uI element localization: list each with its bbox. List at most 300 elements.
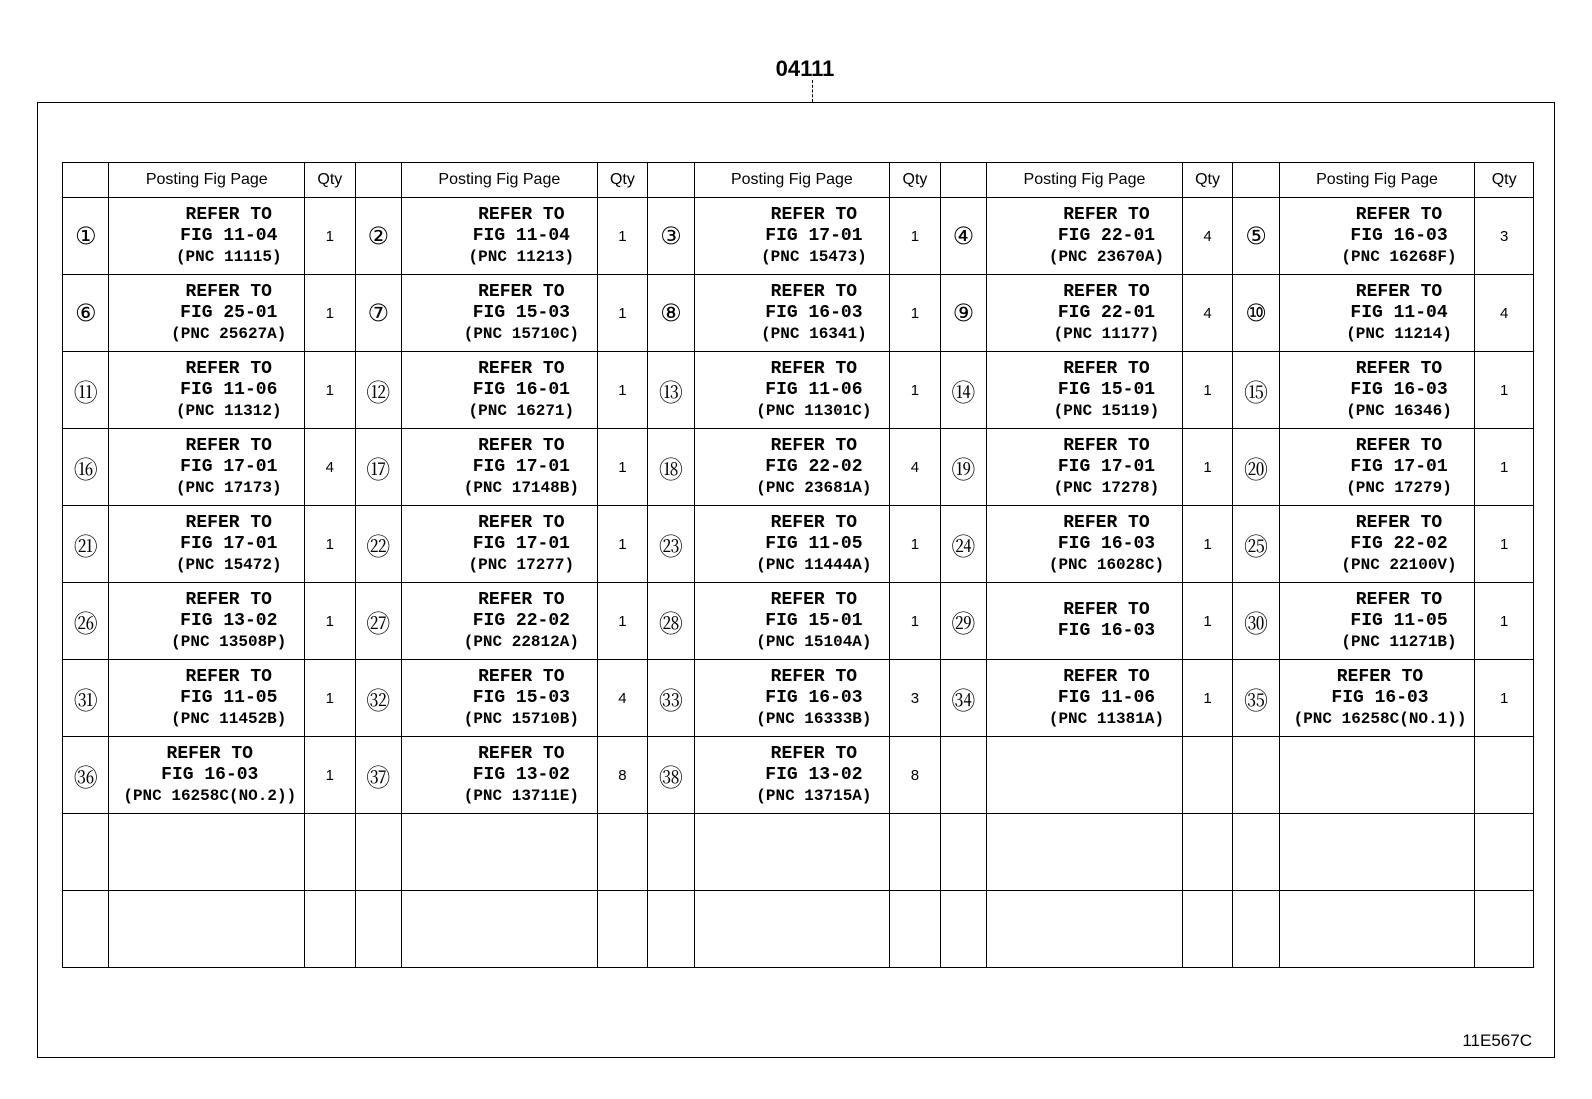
qty-cell	[1182, 891, 1232, 968]
leader-line	[812, 80, 813, 102]
item-number	[1233, 814, 1279, 891]
pnc-code: (PNC 17278)	[1053, 478, 1160, 497]
header-number-cell	[648, 163, 694, 198]
header-posting: Posting Fig Page	[109, 163, 305, 198]
item-number: ⑭	[940, 352, 986, 429]
header-qty: Qty	[1182, 163, 1232, 198]
qty-cell	[597, 814, 647, 891]
item-number: ⑦	[355, 275, 401, 352]
fig-reference: FIG 16-03	[1350, 379, 1448, 400]
reference-cell	[401, 506, 597, 583]
qty-cell: 8	[890, 737, 940, 814]
refer-label: REFER TO	[478, 743, 565, 764]
pnc-code: (PNC 22812A)	[463, 632, 579, 651]
item-number: ⑲	[940, 429, 986, 506]
pnc-code: (PNC 11301C)	[756, 401, 872, 420]
fig-reference: FIG 16-03	[765, 687, 863, 708]
pnc-code: (PNC 23670A)	[1048, 247, 1165, 266]
item-number	[940, 891, 986, 968]
qty-cell: 1	[1475, 506, 1534, 583]
reference-cell	[987, 506, 1183, 583]
pnc-code: (PNC 16333B)	[756, 709, 872, 728]
fig-reference: FIG 22-01	[1057, 225, 1156, 246]
item-number: ④	[940, 198, 986, 275]
table-row	[63, 814, 1534, 891]
header-posting: Posting Fig Page	[401, 163, 597, 198]
reference-cell	[694, 506, 890, 583]
reference-cell	[109, 275, 305, 352]
refer-label: REFER TO	[1355, 281, 1443, 302]
part-code-label: 04111	[775, 56, 835, 81]
reference-cell	[694, 429, 890, 506]
reference-text	[132, 436, 282, 499]
refer-label: REFER TO	[770, 204, 858, 225]
reference-text	[420, 667, 579, 730]
reference-table	[62, 162, 1534, 968]
header-posting: Posting Fig Page	[1279, 163, 1475, 198]
fig-reference: FIG 16-01	[472, 379, 570, 400]
item-number: ③	[648, 198, 694, 275]
item-number: ㊳	[648, 737, 694, 814]
pnc-code: (PNC 16258C(NO.2))	[123, 786, 297, 805]
reference-cell	[401, 198, 597, 275]
item-number: ㉟	[1233, 660, 1279, 737]
qty-cell: 1	[597, 198, 647, 275]
table-row	[63, 891, 1534, 968]
qty-cell: 1	[305, 737, 355, 814]
table-row	[63, 660, 1534, 737]
qty-cell: 4	[305, 429, 355, 506]
fig-reference: FIG 17-01	[180, 456, 278, 477]
reference-text	[420, 590, 579, 653]
reference-cell	[1279, 737, 1475, 814]
qty-cell	[1182, 737, 1232, 814]
reference-text	[425, 513, 575, 576]
pnc-code: (PNC 11213)	[468, 247, 575, 266]
qty-cell	[1475, 891, 1534, 968]
reference-text	[132, 513, 282, 576]
refer-label: REFER TO	[185, 204, 272, 225]
reference-text	[1297, 590, 1456, 653]
pnc-code: (PNC 15710C)	[463, 324, 579, 343]
refer-label: REFER TO	[1336, 666, 1424, 687]
header-qty: Qty	[597, 163, 647, 198]
item-number	[648, 814, 694, 891]
fig-reference: FIG 11-06	[1057, 687, 1156, 708]
pnc-code: (PNC 17277)	[468, 555, 575, 574]
pnc-code: (PNC 11177)	[1053, 324, 1160, 343]
qty-cell: 1	[597, 275, 647, 352]
reference-cell	[109, 506, 305, 583]
reference-cell	[694, 583, 890, 660]
item-number	[1233, 737, 1279, 814]
item-number: ㉘	[648, 583, 694, 660]
item-number: ②	[355, 198, 401, 275]
fig-reference: FIG 15-01	[765, 610, 863, 631]
item-number: ㉝	[648, 660, 694, 737]
fig-reference: FIG 13-02	[765, 764, 863, 785]
qty-cell: 1	[597, 506, 647, 583]
reference-text	[127, 590, 286, 653]
item-number	[355, 814, 401, 891]
refer-label: REFER TO	[478, 435, 565, 456]
item-number: ㉜	[355, 660, 401, 737]
reference-text	[1010, 359, 1160, 422]
reference-cell	[694, 352, 890, 429]
fig-reference: FIG 11-06	[765, 379, 863, 400]
refer-label: REFER TO	[770, 281, 858, 302]
qty-cell	[1475, 737, 1534, 814]
qty-cell: 1	[890, 352, 940, 429]
reference-cell	[694, 275, 890, 352]
refer-label: REFER TO	[185, 435, 272, 456]
qty-cell: 1	[1182, 583, 1232, 660]
refer-label: REFER TO	[185, 589, 272, 610]
item-number: ⑤	[1233, 198, 1279, 275]
fig-reference: FIG 17-01	[1057, 456, 1156, 477]
qty-cell: 1	[305, 583, 355, 660]
reference-text	[1297, 513, 1456, 576]
table-row	[63, 583, 1534, 660]
refer-label: REFER TO	[185, 512, 272, 533]
pnc-code: (PNC 15472)	[175, 555, 282, 574]
figure-code: 11E567C	[1462, 1031, 1532, 1050]
qty-cell: 1	[305, 660, 355, 737]
qty-cell: 1	[597, 429, 647, 506]
refer-label: REFER TO	[770, 358, 858, 379]
item-number: ㉔	[940, 506, 986, 583]
qty-cell: 3	[890, 660, 940, 737]
qty-cell: 1	[305, 506, 355, 583]
qty-cell: 1	[305, 198, 355, 275]
refer-label: REFER TO	[185, 358, 272, 379]
fig-reference: FIG 17-01	[472, 456, 570, 477]
qty-cell: 1	[890, 506, 940, 583]
fig-reference: FIG 17-01	[1350, 456, 1448, 477]
refer-label: REFER TO	[1063, 435, 1150, 456]
refer-label: REFER TO	[1063, 358, 1150, 379]
reference-text	[117, 744, 296, 807]
reference-text	[420, 282, 579, 345]
pnc-code: (PNC 23681A)	[756, 478, 872, 497]
refer-label: REFER TO	[770, 666, 858, 687]
fig-reference: FIG 15-01	[1057, 379, 1156, 400]
reference-text	[712, 359, 871, 422]
qty-cell: 8	[597, 737, 647, 814]
header-number-cell	[940, 163, 986, 198]
fig-reference: FIG 22-02	[472, 610, 570, 631]
item-number	[355, 891, 401, 968]
reference-cell	[401, 737, 597, 814]
fig-reference: FIG 17-01	[180, 533, 278, 554]
reference-text	[712, 590, 871, 653]
table-row	[63, 506, 1534, 583]
fig-reference: FIG 16-03	[765, 302, 863, 323]
reference-text	[717, 282, 867, 345]
qty-cell: 4	[890, 429, 940, 506]
refer-label: REFER TO	[1063, 281, 1150, 302]
fig-reference: FIG 11-04	[472, 225, 570, 246]
reference-cell	[401, 583, 597, 660]
refer-label: REFER TO	[1063, 600, 1150, 620]
qty-cell: 1	[1182, 352, 1232, 429]
fig-reference: FIG 11-04	[180, 225, 278, 246]
header-qty: Qty	[305, 163, 355, 198]
item-number: ㉗	[355, 583, 401, 660]
pnc-code: (PNC 11452B)	[171, 709, 287, 728]
reference-cell	[401, 660, 597, 737]
pnc-code: (PNC 11115)	[175, 247, 282, 266]
header-qty: Qty	[1475, 163, 1534, 198]
reference-cell	[109, 352, 305, 429]
qty-cell: 1	[1475, 429, 1534, 506]
reference-cell	[401, 429, 597, 506]
pnc-code: (PNC 11271B)	[1341, 632, 1457, 651]
item-number: ⑬	[648, 352, 694, 429]
pnc-code: (PNC 17279)	[1346, 478, 1452, 497]
item-number: ㉒	[355, 506, 401, 583]
reference-cell	[401, 814, 597, 891]
table-row	[63, 275, 1534, 352]
reference-cell	[1279, 583, 1475, 660]
refer-label: REFER TO	[478, 281, 565, 302]
refer-label: REFER TO	[1063, 666, 1150, 687]
reference-cell	[1279, 352, 1475, 429]
reference-cell	[109, 814, 305, 891]
pnc-code: (PNC 25627A)	[171, 324, 287, 343]
reference-text	[420, 744, 579, 807]
item-number: ㊱	[63, 737, 109, 814]
reference-cell	[694, 737, 890, 814]
reference-cell	[1279, 275, 1475, 352]
qty-cell: 1	[305, 352, 355, 429]
qty-cell: 1	[1182, 429, 1232, 506]
reference-text	[420, 436, 579, 499]
qty-cell	[305, 814, 355, 891]
reference-cell	[694, 198, 890, 275]
reference-text	[717, 205, 867, 268]
refer-label: REFER TO	[185, 666, 272, 687]
reference-text	[1010, 436, 1160, 499]
qty-cell: 3	[1475, 198, 1534, 275]
reference-text	[425, 359, 575, 422]
fig-reference: FIG 11-05	[180, 687, 278, 708]
item-number: ㊲	[355, 737, 401, 814]
reference-cell	[694, 814, 890, 891]
pnc-code: (PNC 16346)	[1346, 401, 1452, 420]
refer-label: REFER TO	[166, 743, 253, 764]
item-number: ⑰	[355, 429, 401, 506]
pnc-code: (PNC 16268F)	[1341, 247, 1457, 266]
qty-cell	[305, 891, 355, 968]
reference-text	[127, 282, 286, 345]
pnc-code: (PNC 16341)	[761, 324, 867, 343]
reference-cell	[987, 583, 1183, 660]
reference-text	[1297, 205, 1456, 268]
pnc-code: (PNC 17173)	[175, 478, 282, 497]
reference-text	[1302, 436, 1452, 499]
fig-reference: FIG 13-02	[180, 610, 278, 631]
reference-cell	[1279, 429, 1475, 506]
qty-cell: 4	[1475, 275, 1534, 352]
refer-label: REFER TO	[478, 358, 565, 379]
reference-cell	[401, 352, 597, 429]
item-number: ㉙	[940, 583, 986, 660]
reference-text	[1005, 513, 1164, 576]
fig-reference: FIG 16-03	[161, 764, 259, 785]
refer-label: REFER TO	[478, 666, 565, 687]
fig-reference: FIG 15-03	[472, 687, 570, 708]
pnc-code: (PNC 22100V)	[1341, 555, 1457, 574]
item-number: ①	[63, 198, 109, 275]
item-number: ㉓	[648, 506, 694, 583]
qty-cell: 1	[597, 583, 647, 660]
qty-cell: 1	[1182, 660, 1232, 737]
qty-cell: 1	[1475, 583, 1534, 660]
qty-cell: 1	[890, 198, 940, 275]
header-posting: Posting Fig Page	[987, 163, 1183, 198]
fig-reference: FIG 11-04	[1350, 302, 1448, 323]
item-number	[940, 814, 986, 891]
reference-cell	[1279, 891, 1475, 968]
item-number: ㉞	[940, 660, 986, 737]
header-number-cell	[63, 163, 109, 198]
item-number	[1233, 891, 1279, 968]
refer-label: REFER TO	[1355, 435, 1443, 456]
reference-text	[712, 744, 871, 807]
qty-cell: 1	[597, 352, 647, 429]
reference-cell	[1279, 814, 1475, 891]
fig-reference: FIG 15-03	[472, 302, 570, 323]
pnc-code: (PNC 13508P)	[171, 632, 287, 651]
reference-text	[1302, 359, 1452, 422]
reference-cell	[987, 737, 1183, 814]
fig-reference: FIG 22-01	[1057, 302, 1156, 323]
qty-cell: 4	[1182, 198, 1232, 275]
pnc-code: (PNC 11444A)	[756, 555, 872, 574]
qty-cell: 4	[1182, 275, 1232, 352]
reference-cell	[401, 275, 597, 352]
qty-cell	[1475, 814, 1534, 891]
table-row	[63, 429, 1534, 506]
pnc-code: (PNC 16258C(NO.1))	[1293, 709, 1467, 728]
header-number-cell	[355, 163, 401, 198]
fig-reference: FIG 13-02	[472, 764, 570, 785]
pnc-code: (PNC 15473)	[761, 247, 867, 266]
refer-label: REFER TO	[478, 512, 565, 533]
qty-cell: 1	[1182, 506, 1232, 583]
reference-text	[712, 436, 871, 499]
reference-text	[425, 205, 575, 268]
reference-text	[132, 205, 282, 268]
item-number: ㉕	[1233, 506, 1279, 583]
reference-cell	[1279, 198, 1475, 275]
reference-text	[712, 667, 871, 730]
table-row	[63, 737, 1534, 814]
header-posting: Posting Fig Page	[694, 163, 890, 198]
qty-cell: 4	[597, 660, 647, 737]
reference-cell	[987, 429, 1183, 506]
fig-reference: FIG 16-03	[1331, 687, 1429, 708]
item-number	[63, 891, 109, 968]
qty-cell	[1182, 814, 1232, 891]
item-number	[648, 891, 694, 968]
fig-reference: FIG 16-03	[1350, 225, 1448, 246]
item-number: ㉖	[63, 583, 109, 660]
reference-text	[1288, 667, 1467, 730]
refer-label: REFER TO	[478, 589, 565, 610]
qty-cell: 1	[890, 583, 940, 660]
refer-label: REFER TO	[185, 281, 272, 302]
fig-reference: FIG 16-03	[1057, 533, 1156, 554]
refer-label: REFER TO	[1355, 512, 1443, 533]
refer-label: REFER TO	[478, 204, 565, 225]
header-qty: Qty	[890, 163, 940, 198]
fig-reference: FIG 22-02	[765, 456, 863, 477]
item-number: ㉑	[63, 506, 109, 583]
item-number: ⑪	[63, 352, 109, 429]
reference-cell	[109, 583, 305, 660]
item-number: ⑮	[1233, 352, 1279, 429]
fig-reference: FIG 17-01	[472, 533, 570, 554]
pnc-code: (PNC 17148B)	[463, 478, 579, 497]
table-row	[63, 198, 1534, 275]
reference-text	[132, 359, 282, 422]
pnc-code: (PNC 11381A)	[1048, 709, 1165, 728]
item-number: ㉛	[63, 660, 109, 737]
item-number: ⑩	[1233, 275, 1279, 352]
reference-cell	[694, 891, 890, 968]
reference-text	[1010, 282, 1160, 345]
pnc-code: (PNC 15104A)	[756, 632, 872, 651]
reference-cell	[109, 737, 305, 814]
pnc-code: (PNC 13715A)	[756, 786, 872, 805]
reference-cell	[109, 891, 305, 968]
item-number: ⑫	[355, 352, 401, 429]
pnc-code: (PNC 11214)	[1346, 324, 1452, 343]
reference-cell	[987, 275, 1183, 352]
refer-label: REFER TO	[1355, 204, 1443, 225]
qty-cell	[890, 814, 940, 891]
qty-cell	[597, 891, 647, 968]
item-number: ⑳	[1233, 429, 1279, 506]
fig-reference: FIG 16-03	[1057, 621, 1156, 641]
qty-cell: 1	[1475, 660, 1534, 737]
reference-cell	[1279, 660, 1475, 737]
qty-cell: 1	[890, 275, 940, 352]
item-number	[63, 814, 109, 891]
item-number	[940, 737, 986, 814]
refer-label: REFER TO	[1063, 204, 1150, 225]
table-header-row	[63, 163, 1534, 198]
reference-cell	[401, 891, 597, 968]
table-body	[63, 198, 1534, 968]
refer-label: REFER TO	[770, 512, 858, 533]
fig-reference: FIG 17-01	[765, 225, 863, 246]
reference-cell	[987, 352, 1183, 429]
qty-cell: 1	[305, 275, 355, 352]
fig-reference: FIG 11-06	[180, 379, 278, 400]
item-number: ⑥	[63, 275, 109, 352]
reference-text	[1014, 600, 1155, 642]
reference-cell	[109, 198, 305, 275]
pnc-code: (PNC 16028C)	[1048, 555, 1165, 574]
reference-cell	[987, 891, 1183, 968]
pnc-code: (PNC 11312)	[175, 401, 282, 420]
reference-cell	[109, 660, 305, 737]
pnc-code: (PNC 13711E)	[463, 786, 579, 805]
refer-label: REFER TO	[770, 589, 858, 610]
